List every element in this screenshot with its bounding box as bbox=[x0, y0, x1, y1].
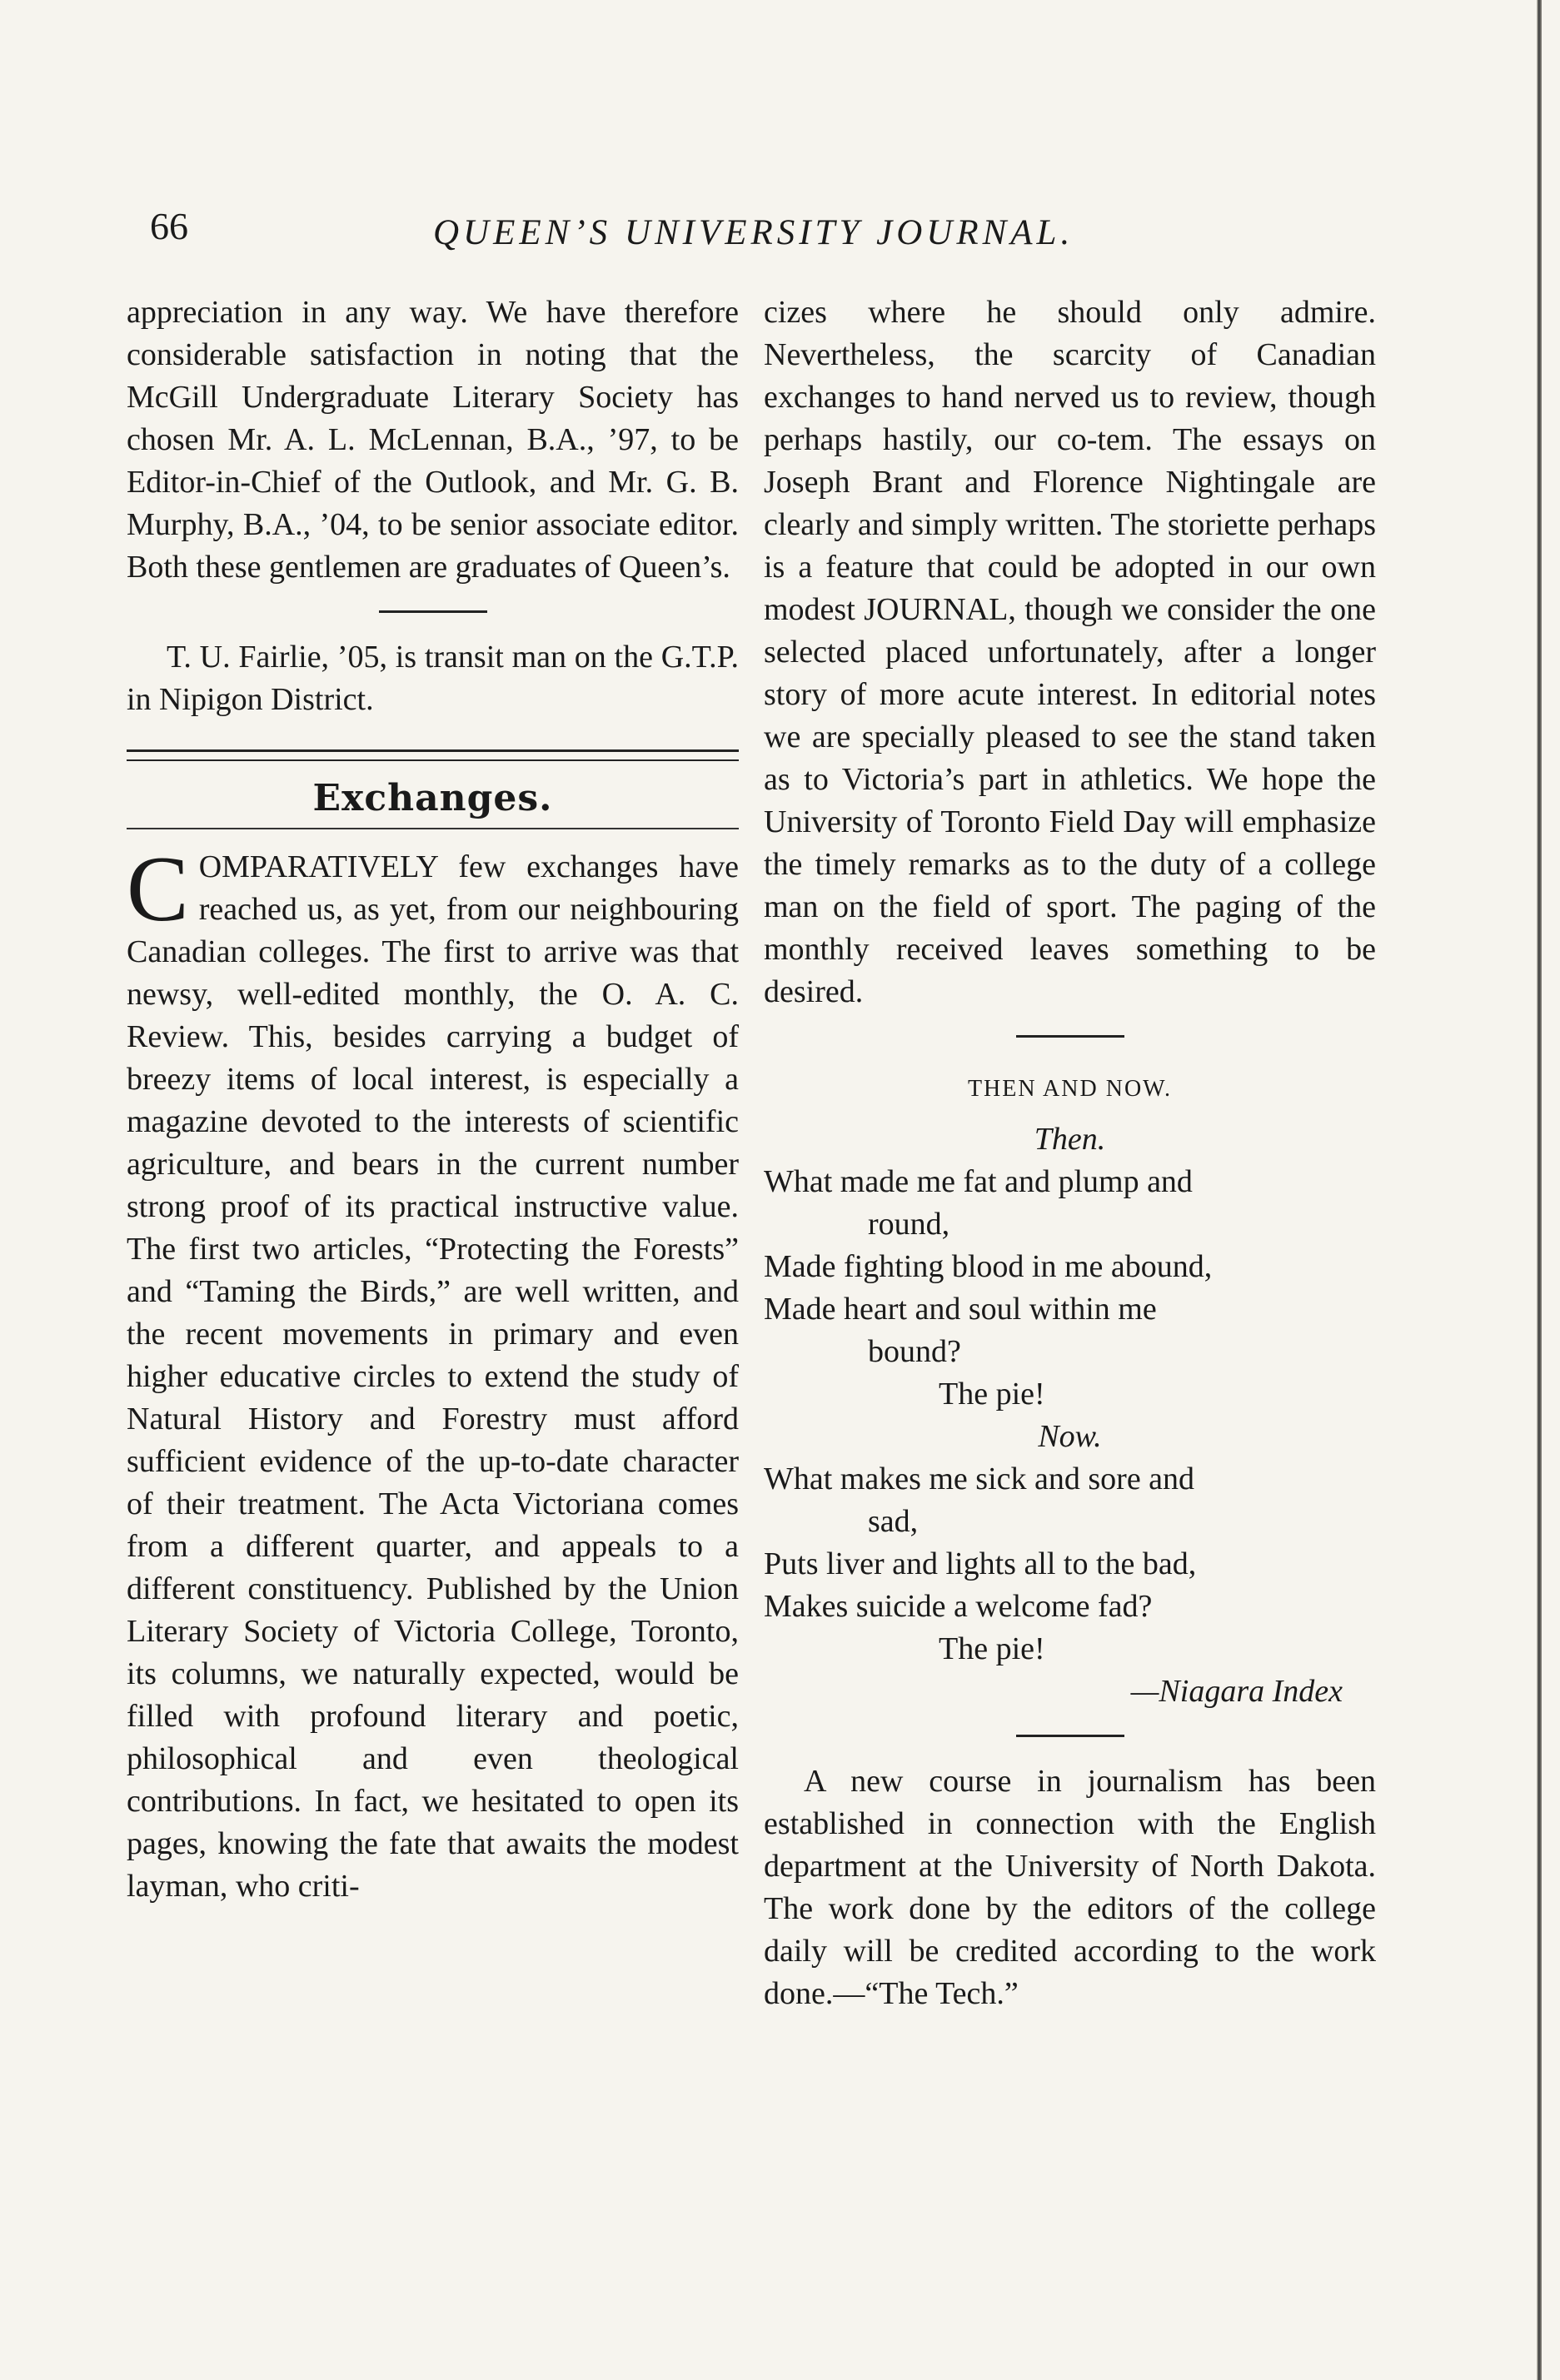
heading-underline bbox=[127, 828, 739, 829]
exchanges-text: OMPARATIVELY few exchanges have reached us, as yet, from our neighbouring Canadian colleges. The first to arrive was that newsy, well-edited monthly, the O. A. C. Review. This, besides carrying a budget of breezy items of local interest, is especially a magazine devoted to the interests of scientific agriculture, and bears in the current number strong proof of its practical instructive value. The first two articles, “Protecting the Forests” and “Taming the Birds,” are well written, and the recent movements in primary and even higher educative circles to extend the study of Natural History and Forestry must afford sufficient evidence of the up-to-date character of their treatment. The Acta Victoriana comes from a different quarter, and appeals to a different constituency. Published by the Union Literary Society of Victoria College, Toronto, its columns, we naturally expected, would be filled with profound literary and poetic, philosophical and even theological contributions. In fact, we hesitated to open its pages, knowing the fate that awaits the modest layman, who criti- bbox=[127, 849, 739, 1904]
fairlie-paragraph: T. U. Fairlie, ’05, is transit man on the G.T.P. in Nipigon District. bbox=[127, 640, 739, 717]
poem-source: —Niagara Index bbox=[1130, 1674, 1343, 1709]
separator-rule bbox=[1016, 1735, 1124, 1737]
double-rule bbox=[127, 749, 739, 761]
poem-line: bound? bbox=[868, 1334, 961, 1369]
running-title: QUEEN’S UNIVERSITY JOURNAL. bbox=[433, 213, 1074, 252]
drop-cap: C bbox=[127, 838, 189, 941]
poem-refrain: The pie! bbox=[939, 1631, 1045, 1666]
victoria-review-paragraph: cizes where he should only admire. Nevertheless, the scarcity of Canadian exchanges to hand nerved us to review, though perhaps hastily, our co-tem. The essays on Joseph Brant and Florence Nightingale are clearly and simply written. The storiette perhaps is a feature that could be adopted in our own modest JOURNAL, though we consider the one selected placed unfortunately, after a longer story of more acute interest. In editorial notes we are specially pleased to see the stand taken as to Victoria’s part in athletics. We hope the University of Toronto Field Day will emphasize the timely remarks as to the duty of a college man on the field of sport. The paging of the monthly received leaves something to be desired. bbox=[764, 295, 1376, 1009]
mcgill-paragraph: appreciation in any way. We have therefore considerable satisfaction in noting that the McGill Undergraduate Literary Society has chosen Mr. A. L. McLennan, B.A., ’97, to be Editor-in-Chief of the Outlook, and Mr. G. B. Murphy, B.A., ’04, to be senior associate editor. Both these gentlemen are graduates of Queen’s. bbox=[127, 295, 739, 585]
poem-line: What makes me sick and sore and bbox=[764, 1461, 1195, 1496]
poem-line: round, bbox=[868, 1207, 950, 1242]
poem-line: What made me fat and plump and bbox=[764, 1164, 1193, 1199]
poem-line: Made heart and soul within me bbox=[764, 1292, 1157, 1327]
page-header bbox=[150, 204, 1418, 271]
page-number: 66 bbox=[150, 205, 188, 247]
separator-rule bbox=[379, 610, 487, 613]
poem-line: Made fighting blood in me abound, bbox=[764, 1249, 1213, 1284]
separator-rule bbox=[1016, 1035, 1124, 1038]
exchanges-heading: Exchanges. bbox=[312, 777, 553, 819]
poem-line: Puts liver and lights all to the bad, bbox=[764, 1546, 1197, 1581]
poem-then-label: Then. bbox=[1034, 1122, 1106, 1157]
poem-refrain: The pie! bbox=[939, 1377, 1045, 1412]
left-column bbox=[127, 291, 739, 1908]
poem-line: Makes suicide a welcome fad? bbox=[764, 1589, 1153, 1624]
journalism-paragraph: A new course in journalism has been established in connection with the English department at the University of North Dakota. The work done by the editors of the college daily will be credited according to the work done.—“The Tech.” bbox=[764, 1764, 1376, 2011]
exchanges-paragraph bbox=[127, 838, 739, 1908]
poem-now-label: Now. bbox=[1038, 1419, 1102, 1454]
page-edge bbox=[1537, 0, 1542, 2380]
poem-heading: THEN AND NOW. bbox=[967, 1076, 1173, 1102]
right-column bbox=[764, 291, 1376, 2015]
poem-line: sad, bbox=[868, 1504, 919, 1539]
